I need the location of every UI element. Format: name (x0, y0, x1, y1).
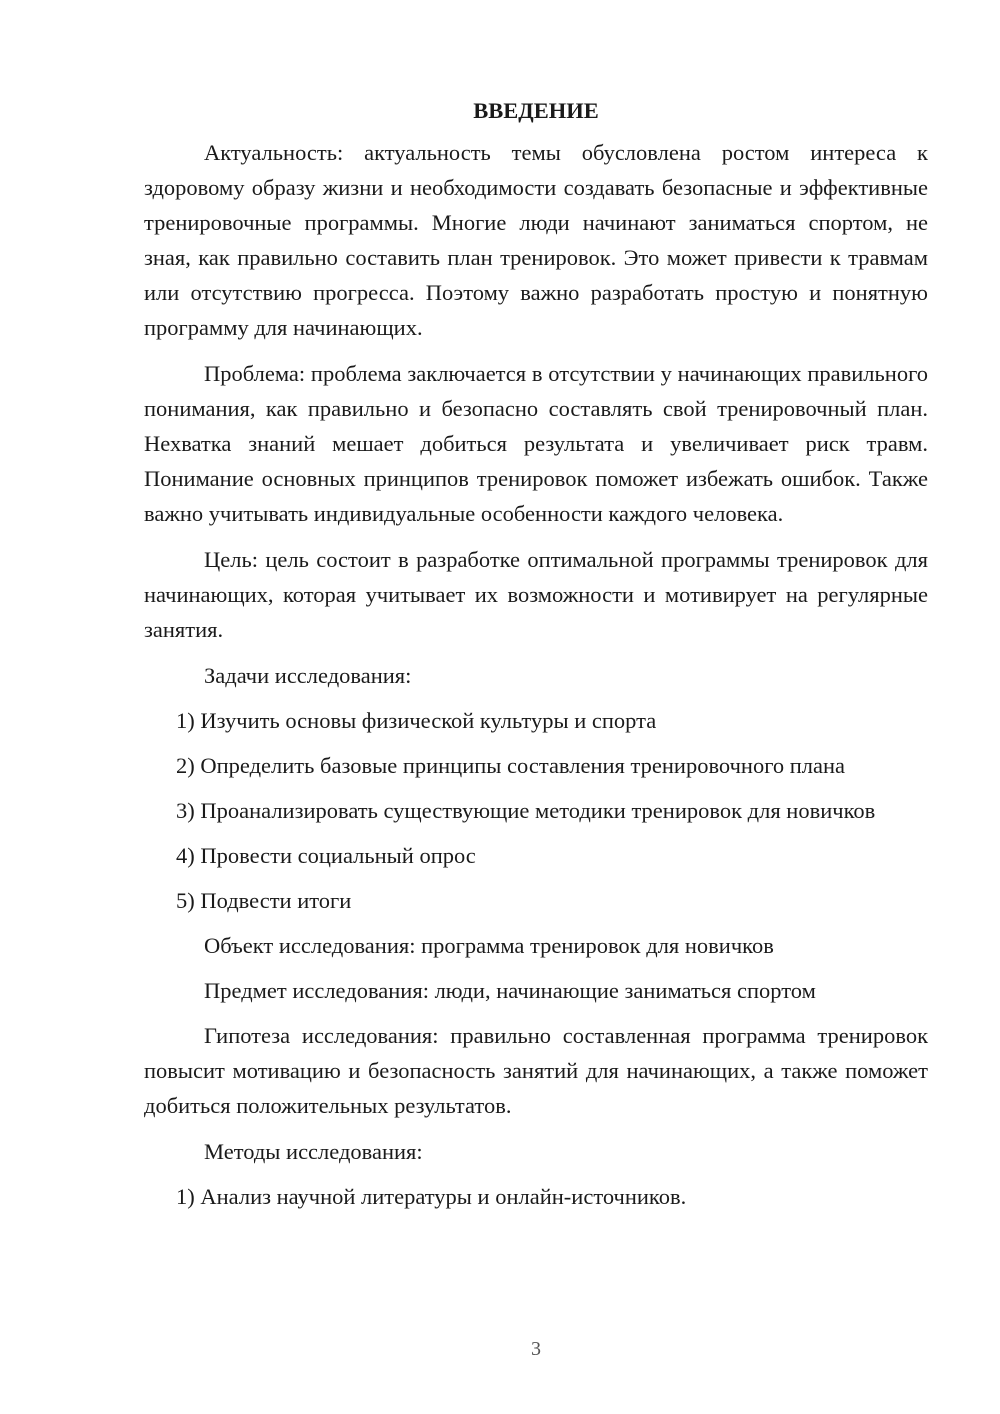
page-number: 3 (531, 1338, 541, 1360)
problem-paragraph: Проблема: проблема заключается в отсутствии у начинающих правильного понимания, как правильно и безопасно составлять свой тренировочный план. Нехватка знаний мешает добиться результата и увеличивает риск травм. Понимание основных принципов тренировок поможет избежать ошибок. Также важно учитывать индивидуальные особенности каждого человека. (144, 361, 928, 526)
page-title: ВВЕДЕНИЕ (473, 98, 599, 123)
relevance-paragraph: Актуальность: актуальность темы обусловлена ростом интереса к здоровому образу жизни и необходимости создавать безопасные и эффективные тренировочные программы. Многие люди начинают заниматься спортом, не зная, как правильно составить план тренировок. Это может привести к травмам или отсутствию прогресса. Поэтому важно разработать простую и понятную программу для начинающих. (144, 140, 928, 340)
research-subject: Предмет исследования: люди, начинающие заниматься спортом (204, 978, 816, 1003)
task-item: 5) Подвести итоги (176, 888, 352, 913)
goal-paragraph: Цель: цель состоит в разработке оптимальной программы тренировок для начинающих, которая учитывает их возможности и мотивирует на регулярные занятия. (144, 547, 928, 642)
task-item: 4) Провести социальный опрос (176, 843, 476, 868)
research-object: Объект исследования: программа тренировок для новичков (204, 933, 774, 958)
task-item: 3) Проанализировать существующие методики тренировок для новичков (176, 798, 876, 823)
page-content (144, 94, 928, 1224)
task-item: 1) Изучить основы физической культуры и спорта (176, 708, 657, 733)
tasks-heading: Задачи исследования: (204, 663, 412, 688)
method-item: 1) Анализ научной литературы и онлайн-источников. (176, 1184, 687, 1209)
methods-heading: Методы исследования: (204, 1139, 423, 1164)
task-item: 2) Определить базовые принципы составления тренировочного плана (176, 753, 846, 778)
hypothesis-paragraph: Гипотеза исследования: правильно составленная программа тренировок повысит мотивацию и безопасность занятий для начинающих, а также поможет добиться положительных результатов. (144, 1023, 928, 1118)
